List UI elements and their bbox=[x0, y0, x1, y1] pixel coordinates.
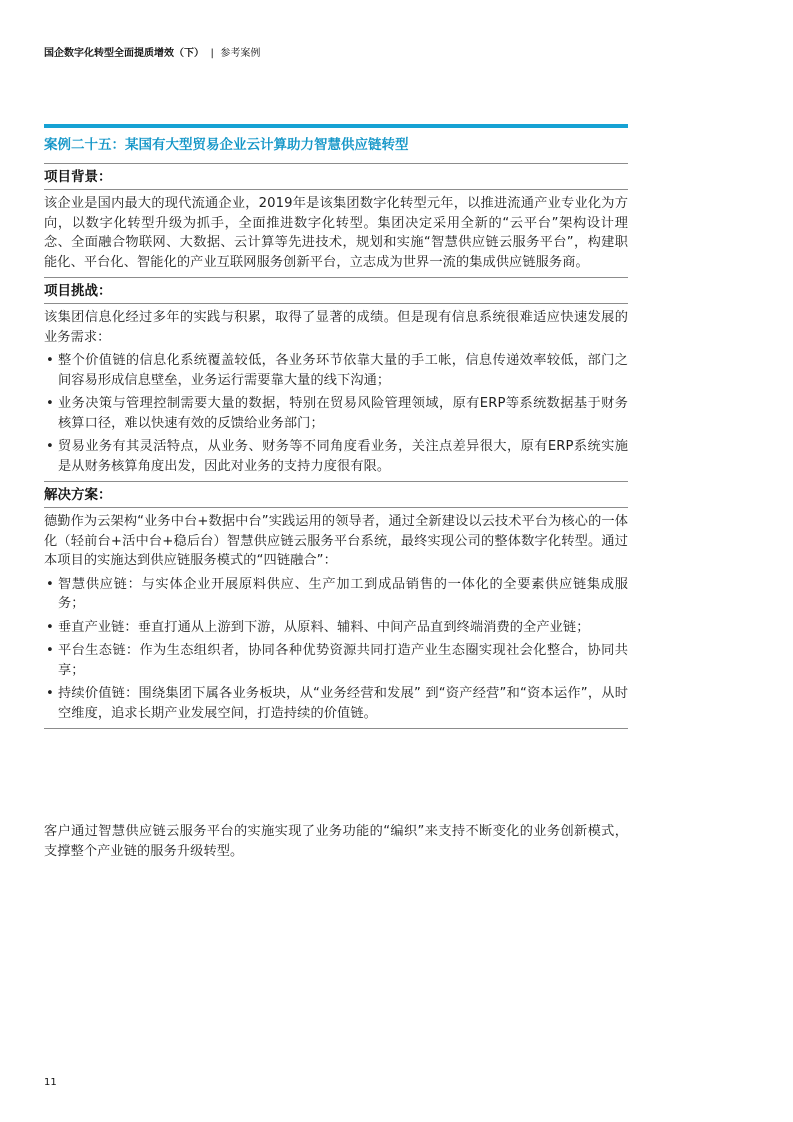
bullet-icon: • bbox=[46, 576, 54, 592]
list-item: • 智慧供应链：与实体企业开展原料供应、生产加工到成品销售的一体化的全要素供应链集成服务； bbox=[46, 576, 628, 611]
bullet-icon: • bbox=[46, 439, 54, 454]
bullet-icon: • bbox=[46, 396, 54, 411]
divider bbox=[44, 728, 628, 729]
list-item: • 整个价值链的信息化系统覆盖较低，各业务环节依靠大量的手工帐，信息传递效率较低，部门之间容易形成信息壁垒，业务运行需要靠大量的线下沟通； bbox=[46, 353, 628, 388]
background-heading: 项目背景： bbox=[44, 169, 112, 185]
challenges-section bbox=[44, 304, 628, 481]
bullet-icon: • bbox=[46, 619, 54, 635]
solution-section bbox=[44, 508, 628, 728]
header-title: 国企数字化转型全面提质增效（下） bbox=[44, 48, 204, 59]
list-item: • 贸易业务有其灵活特点，从业务、财务等不同角度看业务，关注点差异很大，原有ERP系统实施是从财务核算角度出发，因此对业务的支持力度很有限。 bbox=[46, 439, 628, 474]
list-item: • 业务决策与管理控制需要大量的数据，特别在贸易风险管理领域，原有ERP等系统数据基于财务核算口径，难以快速有效的反馈给业务部门； bbox=[46, 396, 628, 431]
challenges-list bbox=[44, 351, 628, 476]
conclusion bbox=[44, 822, 628, 861]
running-header bbox=[44, 44, 260, 59]
header-separator: | bbox=[210, 48, 214, 59]
bullet-icon: • bbox=[46, 643, 54, 658]
solution-list bbox=[44, 575, 628, 724]
bullet-icon: • bbox=[46, 686, 54, 701]
bullet-icon: • bbox=[46, 353, 54, 368]
header-section: 参考案例 bbox=[220, 48, 261, 59]
list-item: • 垂直产业链：垂直打通从上游到下游，从原料、辅料、中间产品直到终端消费的全产业链； bbox=[44, 618, 628, 638]
solution-heading: 解决方案： bbox=[44, 487, 112, 503]
list-item: • 持续价值链：围绕集团下属各业务板块，从“业务经营和发展” 到“资产经营”和“资本运作”，从时空维度，追求长期产业发展空间，打造持续的价值链。 bbox=[46, 686, 628, 721]
case-title: 案例二十五：某国有大型贸易企业云计算助力智慧供应链转型 bbox=[44, 137, 409, 153]
background-section bbox=[44, 190, 628, 277]
challenges-intro: 该集团信息化经过多年的实践与积累，取得了显著的成绩。但是现有信息系统很难适应快速发展的业务需求： bbox=[44, 310, 628, 345]
case-study bbox=[44, 124, 628, 729]
list-item: • 平台生态链：作为生态组织者，协同各种优势资源共同打造产业生态圈实现社会化整合，协同共享； bbox=[46, 643, 628, 678]
background-text: 该企业是国内最大的现代流通企业，2019年是该集团数字化转型元年，以推进流通产业专业化为方向，以数字化转型升级为抓手，全面推进数字化转型。集团决定采用全新的“云平台”架构设计理念、全面融合物联网、大数据、云计算等先进技术，规划和实施“智慧供应链云服务平台”，构建职能化、平台化、智能化的产业互联网服务创新平台，立志成为世界一流的集成供应链服务商。 bbox=[44, 196, 628, 270]
conclusion-text: 客户通过智慧供应链云服务平台的实施实现了业务功能的“编织”来支持不断变化的业务创新模式，支撑整个产业链的服务升级转型。 bbox=[44, 824, 628, 859]
page-number: 11 bbox=[44, 1077, 57, 1088]
challenges-heading: 项目挑战： bbox=[44, 283, 112, 299]
solution-intro: 德勤作为云架构“业务中台+数据中台”实践运用的领导者，通过全新建设以云技术平台为核心的一体化（轻前台+活中台+稳后台）智慧供应链云服务平台系统，最终实现公司的整体数字化转型。通过本项目的实施达到供应链服务模式的“四链融合”： bbox=[44, 514, 628, 568]
